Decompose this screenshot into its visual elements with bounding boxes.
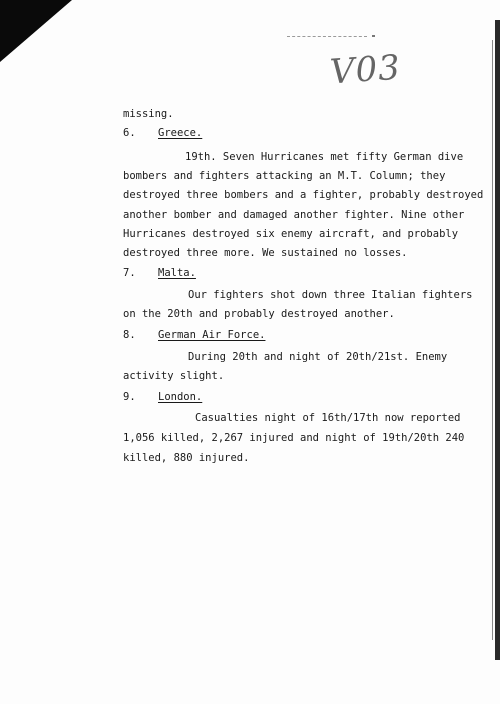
section-9-number: 9. <box>123 391 136 403</box>
section-6-line: destroyed three more. We sustained no losses. <box>123 247 408 259</box>
section-7-number: 7. <box>123 267 136 279</box>
section-6-line: another bomber and damaged another fighter. Nine other <box>123 209 465 221</box>
section-8-heading: German Air Force. <box>158 329 266 341</box>
section-7-heading: Malta. <box>158 267 196 279</box>
section-9-heading: London. <box>158 391 203 403</box>
section-6-line: Hurricanes destroyed six enemy aircraft, and probably <box>123 228 459 240</box>
section-6-line: 19th. Seven Hurricanes met fifty German dive <box>185 151 464 163</box>
section-9-line: killed, 880 injured. <box>123 452 250 464</box>
section-6-line: bombers and fighters attacking an M.T. Column; they <box>123 170 446 182</box>
section-7-line: Our fighters shot down three Italian fighters <box>188 289 473 301</box>
section-9-line: 1,056 killed, 2,267 injured and night of 19th/20th 240 <box>123 432 465 444</box>
section-9-line: Casualties night of 16th/17th now reported <box>195 412 461 424</box>
section-6-line: destroyed three bombers and a fighter, probably destroyed <box>123 189 484 201</box>
handwritten-folio: V03 <box>328 47 403 93</box>
intro-text: missing. <box>123 108 174 120</box>
section-7-line: on the 20th and probably destroyed another. <box>123 308 395 320</box>
section-8-line: activity slight. <box>123 370 225 382</box>
section-8-line: During 20th and night of 20th/21st. Enemy <box>188 351 448 363</box>
section-6-number: 6. <box>123 127 136 139</box>
section-8-number: 8. <box>123 329 136 341</box>
section-6-heading: Greece. <box>158 127 203 139</box>
